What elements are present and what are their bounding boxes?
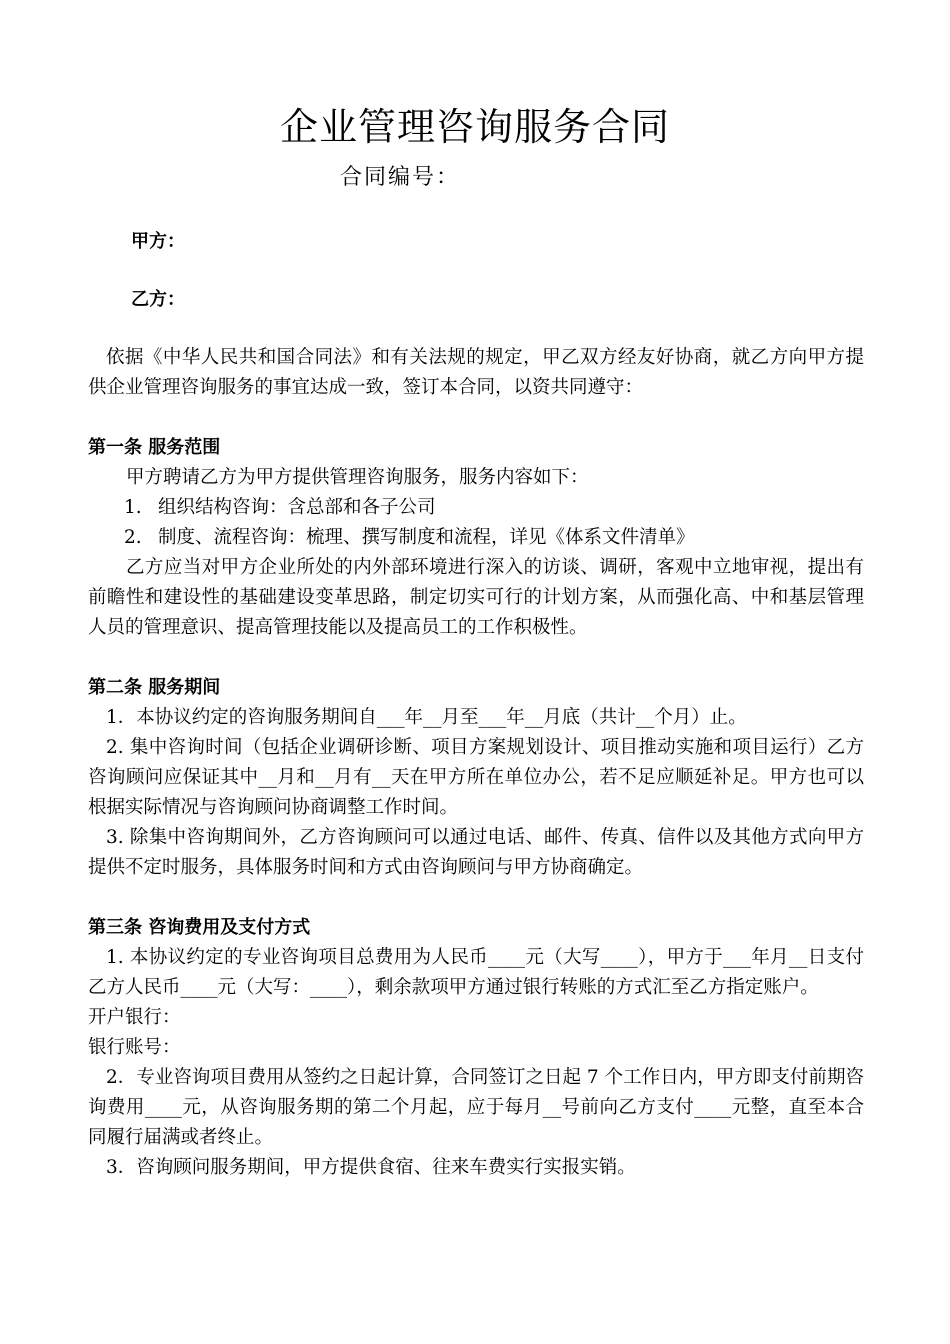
article-1-heading: 第一条 服务范围 bbox=[88, 437, 221, 458]
spacer bbox=[88, 403, 864, 433]
list-item-number: 2. bbox=[124, 527, 142, 548]
party-a-label: 甲方： bbox=[131, 231, 185, 252]
party-b-label: 乙方： bbox=[131, 289, 185, 310]
article-2-clause-2: 2. 集中咨询时间（包括企业调研诊断、项目方案规划设计、项目推动实施和项目运行）乙方咨询顾问应保证其中__月和__月有__天在甲方所在单位办公，若不足应顺延补足。甲方也可以根据实际情况与咨询顾问协商调整工作时间。 bbox=[88, 737, 864, 818]
article-3-clause-3: 3．咨询顾问服务期间，甲方提供食宿、往来车费实行实报实销。 bbox=[106, 1157, 636, 1178]
contract-body bbox=[88, 343, 864, 1183]
article-2-clause-1: 1．本协议约定的咨询服务期间自___年__月至___年__月底（共计__个月）止。 bbox=[106, 707, 747, 728]
bank-account-label: 银行账号： bbox=[88, 1037, 181, 1058]
list-item-text: 制度、流程咨询：梳理、撰写制度和流程，详见《体系文件清单》 bbox=[158, 527, 695, 548]
list-item bbox=[88, 523, 864, 553]
contract-number-label: 合同编号： bbox=[340, 165, 461, 190]
article-2-heading: 第二条 服务期间 bbox=[88, 677, 221, 698]
list-item bbox=[88, 493, 864, 523]
intro-paragraph: 依据《中华人民共和国合同法》和有关法规的规定，甲乙双方经友好协商，就乙方向甲方提供企业管理咨询服务的事宜达成一致，签订本合同，以资共同遵守： bbox=[88, 347, 864, 398]
bank-name-label: 开户银行： bbox=[88, 1007, 181, 1028]
list-item-number: 1. bbox=[124, 497, 142, 518]
spacer bbox=[88, 643, 864, 673]
document-title: 企业管理咨询服务合同 bbox=[279, 105, 670, 149]
article-1-paragraph: 乙方应当对甲方企业所处的内外部环境进行深入的访谈、调研，客观中立地审视，提出有前瞻性和建设性的基础建设变革思路，制定切实可行的计划方案，从而强化高、中和基层管理人员的管理意识、提高管理技能以及提高员工的工作积极性。 bbox=[88, 557, 864, 638]
article-2-clause-3: 3. 除集中咨询期间外，乙方咨询顾问可以通过电话、邮件、传真、信件以及其他方式向甲方提供不定时服务，具体服务时间和方式由咨询顾问与甲方协商确定。 bbox=[88, 827, 864, 878]
article-3-clause-2: 2．专业咨询项目费用从签约之日起计算，合同签订之日起 7 个工作日内，甲方即支付前期咨询费用____元，从咨询服务期的第二个月起，应于每月__号前向乙方支付____元整，直至本合同履行届满或者终止。 bbox=[88, 1067, 864, 1148]
article-3-clause-1: 1. 本协议约定的专业咨询项目总费用为人民币____元（大写____），甲方于___年月__日支付乙方人民币____元（大写：____），剩余款项甲方通过银行转账的方式汇至乙方指定账户。 bbox=[88, 947, 864, 998]
spacer bbox=[88, 883, 864, 913]
list-item-text: 组织结构咨询：含总部和各子公司 bbox=[158, 497, 436, 518]
article-3-heading: 第三条 咨询费用及支付方式 bbox=[88, 917, 311, 938]
article-1-lead: 甲方聘请乙方为甲方提供管理咨询服务，服务内容如下： bbox=[126, 467, 589, 488]
